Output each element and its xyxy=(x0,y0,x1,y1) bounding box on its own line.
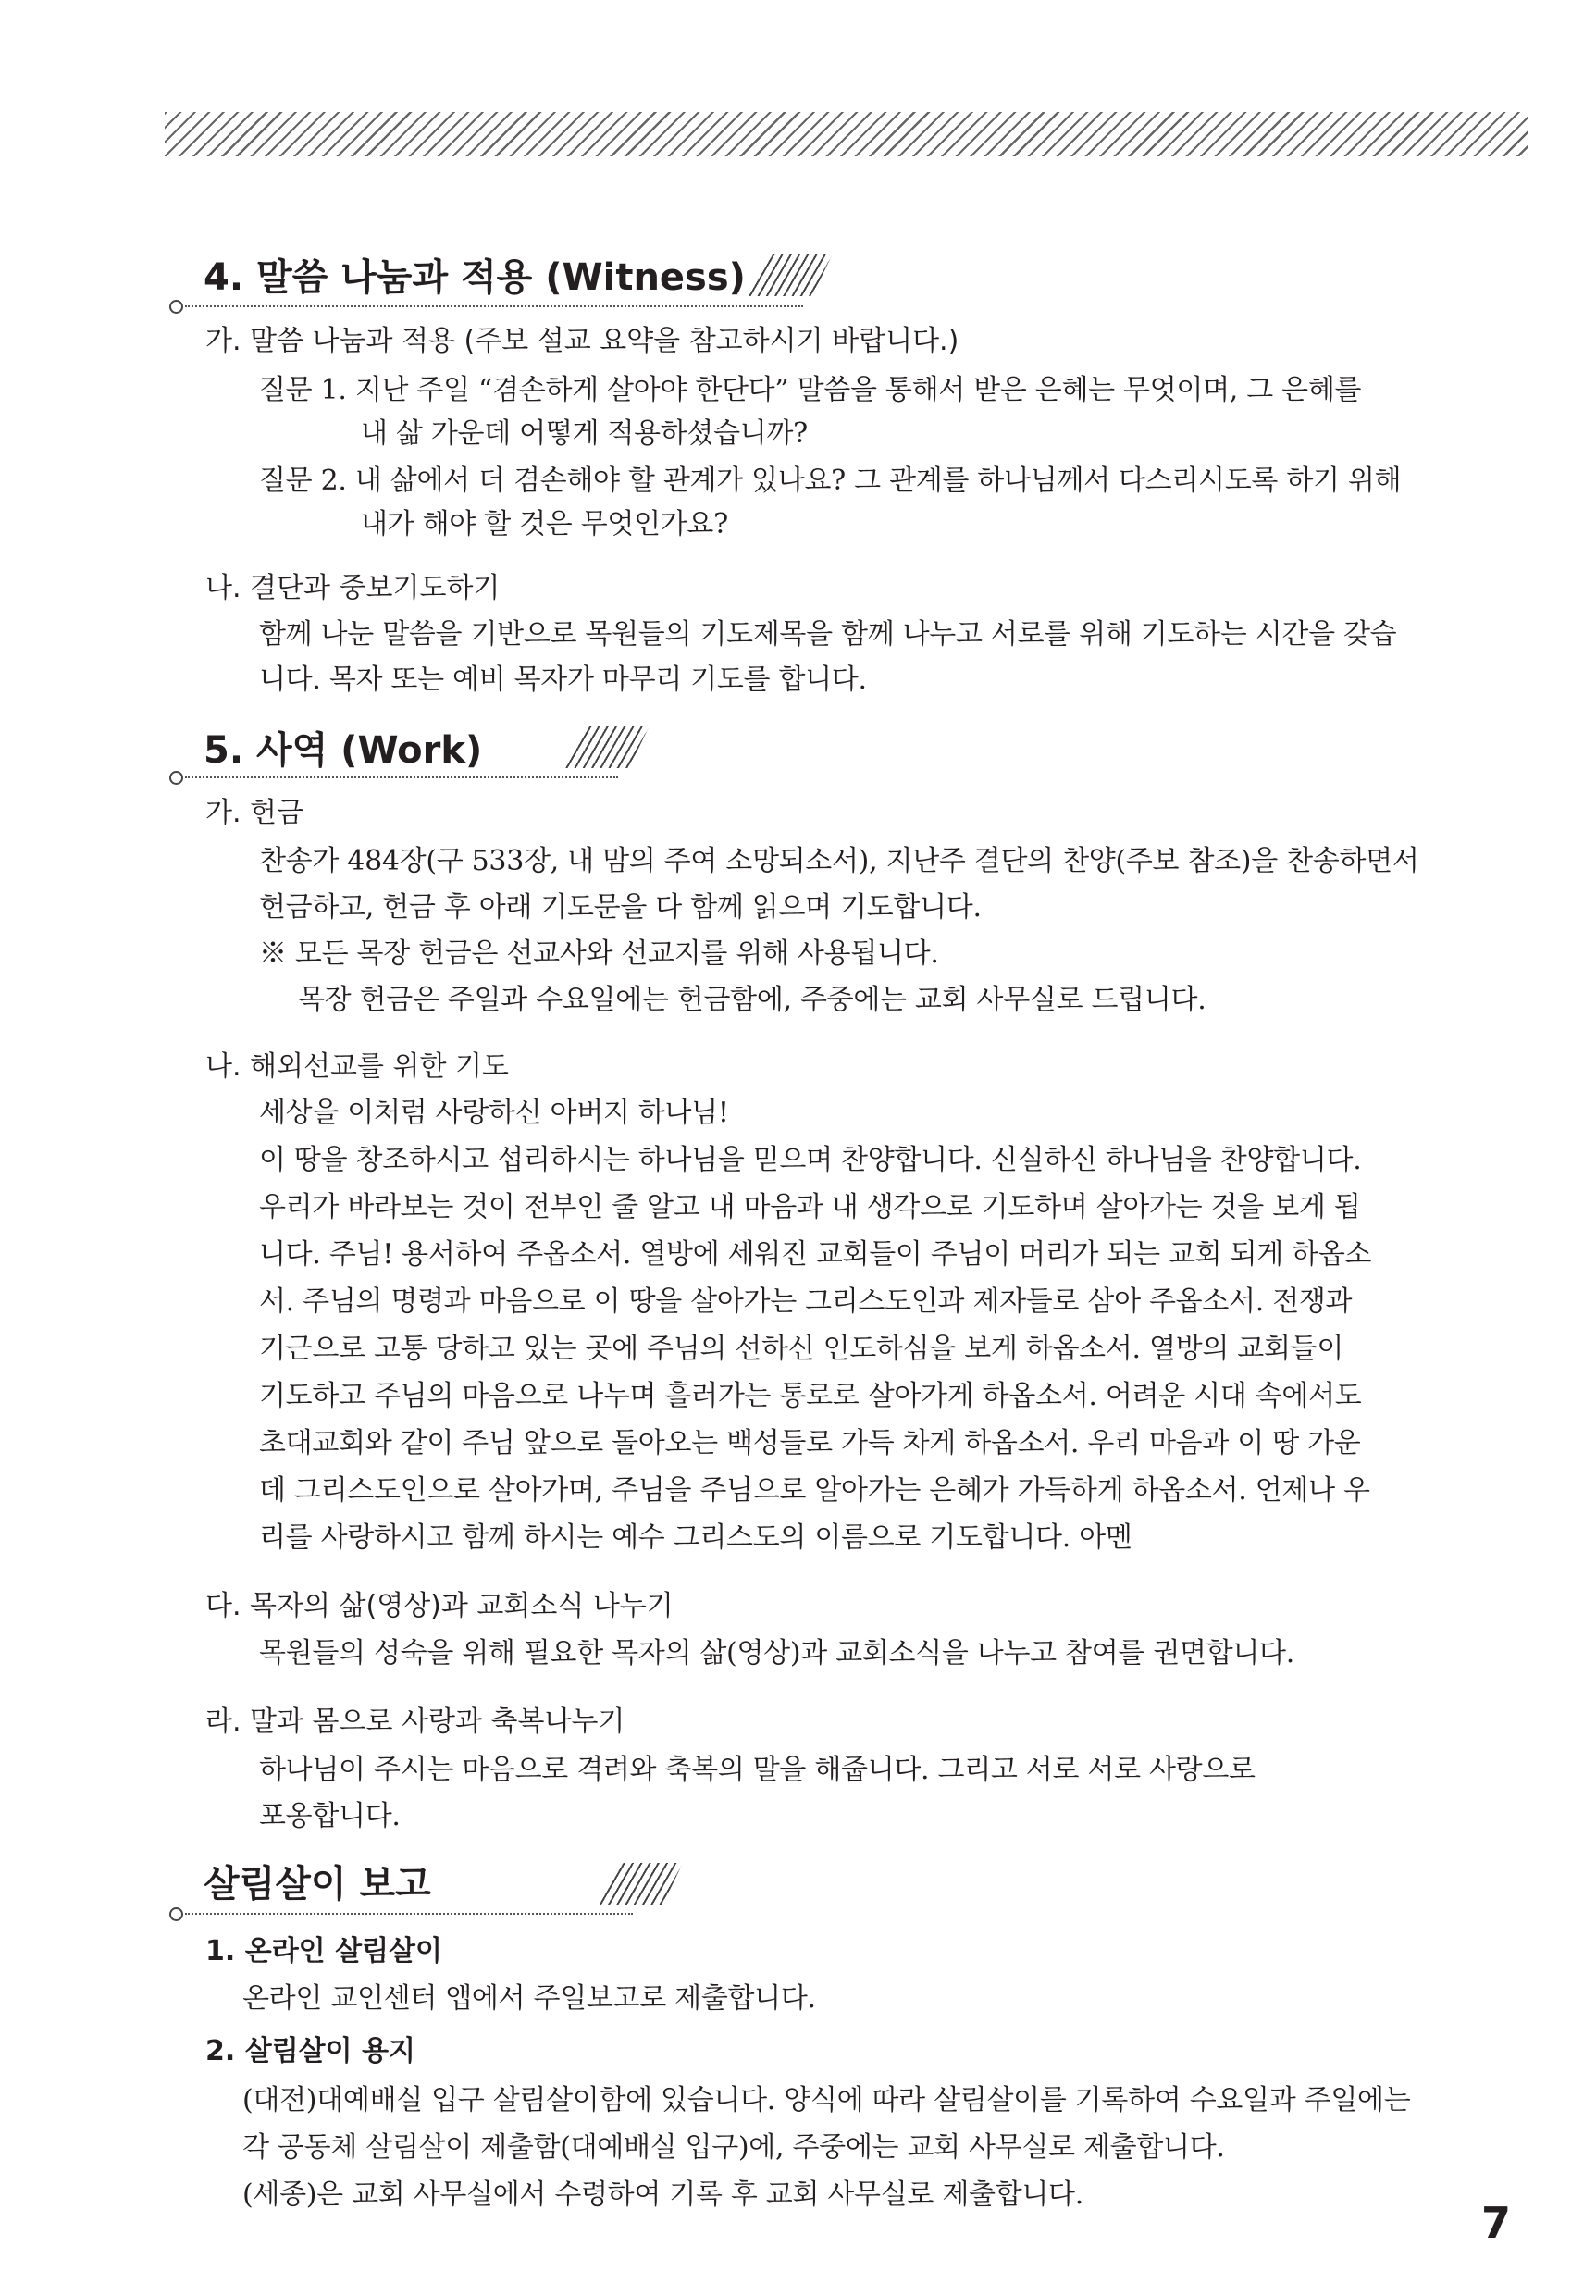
prayer-line: 서. 주님의 명령과 마음으로 이 땅을 살아가는 그리스도인과 제자들로 삼아 주옵소서. 전쟁과 xyxy=(259,1285,1353,1318)
paragraph-line: (대전)대예배실 입구 살림살이함에 있습니다. 양식에 따라 살림살이를 기록하여 수요일과 주일에는 xyxy=(242,2084,1411,2116)
subsection-heading: 가. 헌금 xyxy=(205,797,304,829)
paragraph-line: 각 공동체 살림살이 제출함(대예배실 입구)에, 주중에는 교회 사무실로 제출합니다. xyxy=(242,2131,1225,2164)
paragraph-line: 목원들의 성숙을 위해 필요한 목자의 삶(영상)과 교회소식을 나누고 참여를 권면합니다. xyxy=(259,1637,1294,1669)
section-title: 5. 사역 (Work) xyxy=(204,729,483,772)
question-2-line-2: 내가 해야 할 것은 무엇인가요? xyxy=(361,508,728,540)
paragraph-line: 온라인 교인센터 앱에서 주일보고로 제출합니다. xyxy=(242,1982,816,2015)
paragraph-line: 찬송가 484장(구 533장, 내 맘의 주여 소망되소서), 지난주 결단의 찬양(주보 참조)을 찬송하면서 xyxy=(259,845,1419,877)
title-hatch-decoration xyxy=(598,1863,683,1905)
prayer-line: 리를 사랑하시고 함께 하시는 예수 그리스도의 이름으로 기도합니다. 아멘 xyxy=(259,1521,1132,1554)
question-1-line-2: 내 삶 가운데 어떻게 적용하셨습니까? xyxy=(361,417,808,450)
section-rule-dot xyxy=(169,300,183,314)
prayer-line: 기도하고 주님의 마음으로 나누며 흘러가는 통로로 살아가게 하옵소서. 어려운 시대 속에서도 xyxy=(259,1380,1362,1412)
item-heading: 1. 온라인 살림살이 xyxy=(205,1935,443,1967)
section-title: 4. 말씀 나눔과 적용 (Witness) xyxy=(204,256,746,299)
question-2-line-1: 질문 2. 내 삶에서 더 겸손해야 할 관계가 있나요? 그 관계를 하나님께서 다스리시도록 하기 위해 xyxy=(259,465,1402,497)
subsection-heading: 라. 말과 몸으로 사랑과 축복나누기 xyxy=(205,1706,625,1738)
section-title: 살림살이 보고 xyxy=(204,1863,431,1905)
section-rule xyxy=(185,776,618,778)
subsection-heading: 다. 목자의 삶(영상)과 교회소식 나누기 xyxy=(205,1590,674,1622)
prayer-line: 초대교회와 같이 주님 앞으로 돌아오는 백성들로 가득 차게 하옵소서. 우리 마음과 이 땅 가운 xyxy=(259,1427,1361,1459)
section-rule-dot xyxy=(169,771,183,785)
paragraph-line: 니다. 목자 또는 예비 목자가 마무리 기도를 합니다. xyxy=(259,664,867,696)
prayer-line: 데 그리스도인으로 살아가며, 주님을 주님으로 알아가는 은혜가 가득하게 하옵소서. 언제나 우 xyxy=(259,1474,1370,1507)
paragraph-line: 함께 나눈 말씀을 기반으로 목원들의 기도제목을 함께 나누고 서로를 위해 기도하는 시간을 갖습 xyxy=(259,618,1397,651)
subsection-heading: 가. 말씀 나눔과 적용 (주보 설교 요약을 참고하시기 바랍니다.) xyxy=(205,325,959,357)
paragraph-line: 포옹합니다. xyxy=(259,1800,401,1832)
prayer-line: 니다. 주님! 용서하여 주옵소서. 열방에 세워진 교회들이 주님이 머리가 되는 교회 되게 하옵소 xyxy=(259,1238,1372,1271)
question-1-line-1: 질문 1. 지난 주일 “겸손하게 살아야 한단다” 말씀을 통해서 받은 은혜는 무엇이며, 그 은혜를 xyxy=(259,374,1362,406)
section-rule xyxy=(185,305,803,307)
note-line: ※ 모든 목장 헌금은 선교사와 선교지를 위해 사용됩니다. xyxy=(259,937,939,970)
paragraph-line: 헌금하고, 헌금 후 아래 기도문을 다 함께 읽으며 기도합니다. xyxy=(259,891,982,924)
paragraph-line: 하나님이 주시는 마음으로 격려와 축복의 말을 해줍니다. 그리고 서로 서로 사랑으로 xyxy=(259,1754,1256,1786)
header-hatch-bar xyxy=(165,112,1528,156)
prayer-line: 이 땅을 창조하시고 섭리하시는 하나님을 믿으며 찬양합니다. 신실하신 하나님을 찬양합니다. xyxy=(259,1144,1362,1176)
item-heading: 2. 살림살이 용지 xyxy=(205,2035,416,2067)
prayer-line: 우리가 바라보는 것이 전부인 줄 알고 내 마음과 내 생각으로 기도하며 살아가는 것을 보게 됩 xyxy=(259,1191,1361,1223)
paragraph-line: (세종)은 교회 사무실에서 수령하여 기록 후 교회 사무실로 제출합니다. xyxy=(242,2178,1083,2211)
title-hatch-decoration xyxy=(564,726,650,768)
subsection-heading: 나. 해외선교를 위한 기도 xyxy=(205,1050,509,1083)
prayer-line: 세상을 이처럼 사랑하신 아버지 하나님! xyxy=(259,1097,729,1129)
title-hatch-decoration xyxy=(748,254,833,296)
page-number: 7 xyxy=(1480,2198,1511,2248)
note-line: 목장 헌금은 주일과 수요일에는 헌금함에, 주중에는 교회 사무실로 드립니다. xyxy=(298,984,1206,1016)
prayer-line: 기근으로 고통 당하고 있는 곳에 주님의 선하신 인도하심을 보게 하옵소서. 열방의 교회들이 xyxy=(259,1333,1343,1365)
subsection-heading: 나. 결단과 중보기도하기 xyxy=(205,572,501,604)
section-rule-dot xyxy=(169,1907,183,1921)
section-rule xyxy=(185,1913,633,1915)
